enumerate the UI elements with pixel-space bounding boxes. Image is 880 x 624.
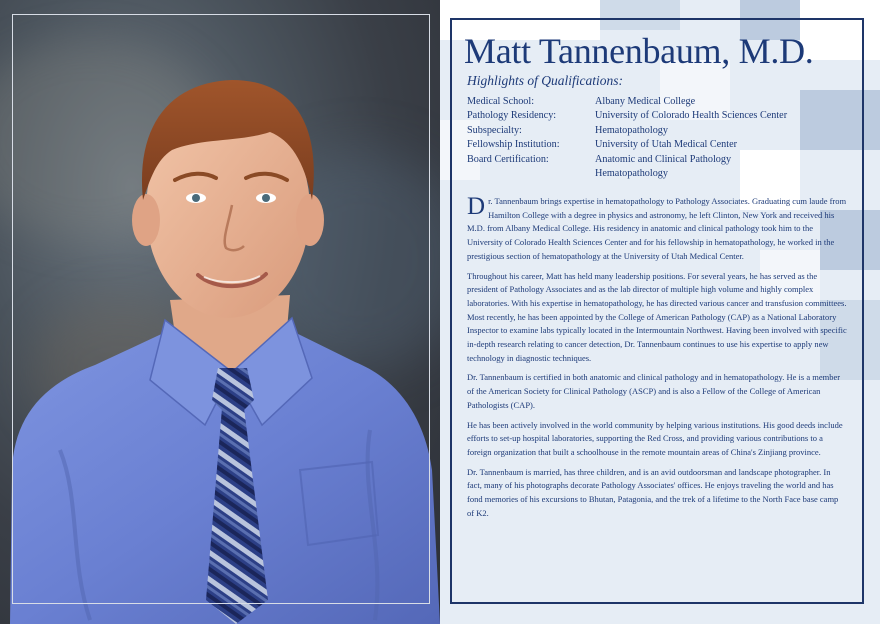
bio-paragraph-education	[467, 195, 847, 264]
biography-page	[440, 0, 880, 624]
qualification-label	[467, 167, 595, 181]
biography-text	[467, 195, 847, 526]
qualification-row	[467, 138, 857, 152]
bio-paragraph-personal: Dr. Tannenbaum is married, has three children, and is an avid outdoorsman and landscape photographer. In fact, many of his photographs decorate Pathology Associates' offices. He enjoys traveling the world and has fond memories of his excursions to Bhutan, Patagonia, and the trek of a lifetime to the North Face base camp of K2.	[467, 466, 839, 518]
qualification-label: Pathology Residency:	[467, 110, 557, 122]
qualification-row	[467, 153, 857, 167]
qualification-label: Board Certification:	[467, 153, 549, 165]
qualification-value: Hematopathology	[595, 124, 668, 136]
bio-paragraph-community: He has been actively involved in the world community by helping various institutions. His good deeds include efforts to set-up hospital laboratories, supporting the Red Cross, and providing various contributions to a foreign organization that built a schoolhouse in the remote mountain areas of China's Zinjiang province.	[467, 419, 843, 457]
qualification-row	[467, 109, 857, 123]
qualification-row	[467, 167, 857, 181]
qualification-value: University of Utah Medical Center	[595, 139, 738, 151]
qualifications-list	[467, 95, 857, 181]
qualification-label: Medical School:	[467, 96, 535, 107]
bio-paragraph-career: Throughout his career, Matt has held many leadership positions. For several years, he has served as the president of Pathology Associates and as the lab director of multiple high volume and highly complex laboratories. With his expertise in hematopathology, he has directed various cancer and transfusion committees. Most recently, he has been appointed by the College of American Pathology (CAP) as a National Laboratory Inspector to examine labs typically located in the Intermountain Northwest. Having been involved with specific in-depth research relating to cancer detection, Dr. Tannenbaum continues to use his expertise to apply new technology in diagnostic techniques.	[467, 270, 847, 363]
qualification-value: Hematopathology	[595, 168, 668, 180]
bio-paragraph-text: r. Tannenbaum brings expertise in hematopathology to Pathology Associates. Graduating cum laude from Hamilton College with a degree in physics and astronomy, he left Clinton, New York and received his M.D. from Albany Medical College. His residency in anatomic and clinical pathology took him to the University of Colorado Health Sciences Center and for his fellowship in hematopathology, he worked in the prestigious section of hematopathology at the University of Utah Medical Center.	[467, 196, 847, 261]
drop-cap: D	[467, 193, 486, 220]
doctor-name: Matt Tannenbaum, M.D.	[464, 31, 814, 71]
qualification-value: University of Colorado Health Sciences Center	[595, 110, 788, 122]
qualification-value: Anatomic and Clinical Pathology	[595, 153, 732, 165]
photo-frame-border	[12, 14, 430, 604]
qualification-row	[467, 124, 857, 138]
qualification-label: Subspecialty:	[467, 124, 522, 136]
qualification-row	[467, 95, 857, 109]
qualifications-heading: Highlights of Qualifications:	[467, 73, 624, 88]
qualification-label: Fellowship Institution:	[467, 139, 560, 151]
qualification-value: Albany Medical College	[595, 96, 696, 107]
bio-paragraph-certifications: Dr. Tannenbaum is certified in both anatomic and clinical pathology and in hematopathology. He is a member of the American Society for Clinical Pathology (ASCP) and is also a Fellow of the College of American Pathologists (CAP).	[467, 372, 841, 410]
